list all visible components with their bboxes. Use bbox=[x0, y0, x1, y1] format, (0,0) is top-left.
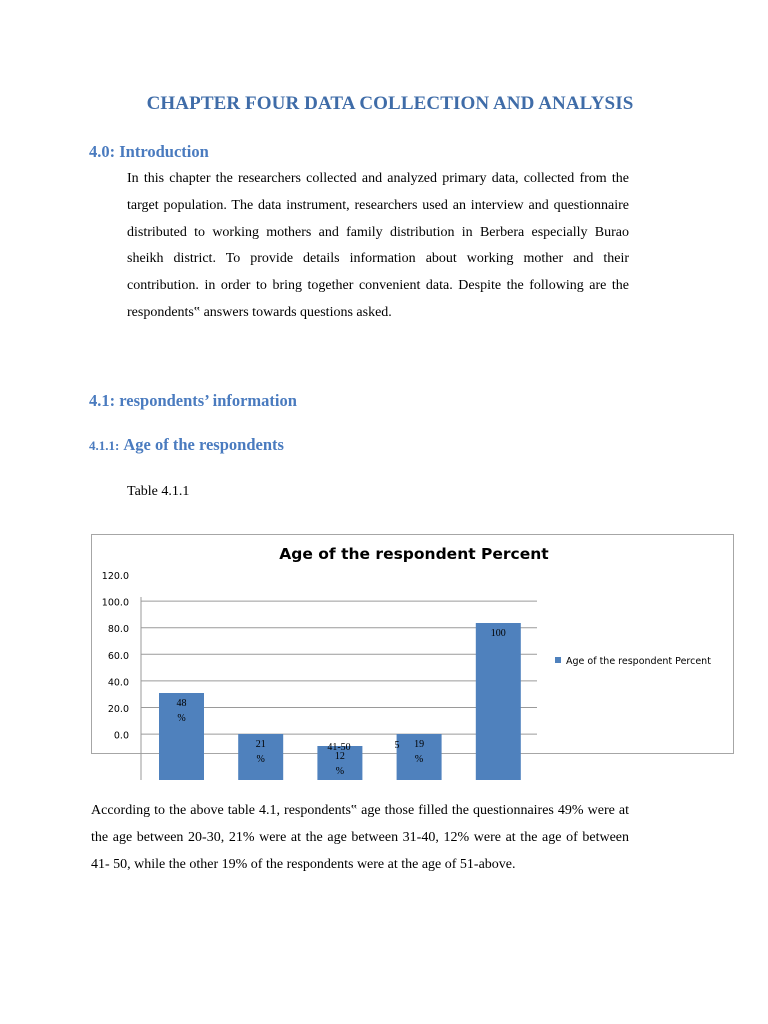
y-tick-label: 100.0 bbox=[101, 597, 129, 609]
bar-data-label: 12 bbox=[334, 751, 345, 762]
legend-swatch bbox=[555, 657, 561, 663]
y-tick-label: 120.0 bbox=[101, 571, 129, 582]
y-tick-label: 40.0 bbox=[107, 677, 129, 689]
introduction-paragraph: In this chapter the researchers collected and analyzed primary data, collected from the target population. The data instrument, researchers used an interview and questionnaire distributed to working mothers and family distribution in Berbera especially Burao sheikh district. To provide details information about working mother and their contribution. in order to bring together convenient data. Despite the following are the respondents‟ answers towards questions asked. bbox=[127, 171, 629, 320]
chart-title: Age of the respondent Percent bbox=[279, 545, 549, 563]
section-heading-introduction: 4.0: Introduction bbox=[89, 142, 209, 161]
bar-data-label: 48 bbox=[176, 698, 187, 709]
y-tick-label: 20.0 bbox=[107, 704, 129, 715]
bar-data-label: 100 bbox=[490, 628, 506, 639]
bar-data-label: 19 bbox=[414, 739, 425, 750]
overlap-label: 41-50 bbox=[327, 742, 351, 753]
y-tick-label: 60.0 bbox=[107, 650, 129, 662]
subsection-heading-age bbox=[89, 435, 284, 455]
subsection-number: 4.1.1: bbox=[89, 438, 120, 453]
bar-5 bbox=[476, 623, 521, 780]
bar-chart bbox=[92, 535, 735, 785]
bar-data-label: % bbox=[256, 754, 265, 765]
legend-label: Age of the respondent Percent bbox=[566, 656, 711, 667]
table-label: Table 4.1.1 bbox=[127, 484, 190, 499]
bar-data-label: 21 bbox=[255, 739, 266, 750]
chart-frame bbox=[91, 534, 734, 777]
y-tick-label: 0.0 bbox=[113, 730, 129, 742]
bar-data-label: % bbox=[335, 766, 345, 777]
bar-data-label: % bbox=[414, 754, 424, 765]
subsection-title: Age of the respondents bbox=[123, 435, 284, 454]
section-heading-respondents: 4.1: respondents’ information bbox=[89, 391, 297, 410]
chapter-title: CHAPTER FOUR DATA COLLECTION AND ANALYSIS bbox=[146, 93, 634, 114]
analysis-paragraph: According to the above table 4.1, respondents‟ age those filled the questionnaires 49% were at the age between 20-30, 21% were at the age between 31-40, 12% were at the age of between 41- 50, while the other 19% of the respondents were at the age of 51-above. bbox=[91, 803, 629, 872]
bar-data-label: % bbox=[177, 713, 186, 724]
overlap-label: 5 bbox=[394, 740, 400, 751]
y-tick-label: 80.0 bbox=[107, 624, 129, 636]
